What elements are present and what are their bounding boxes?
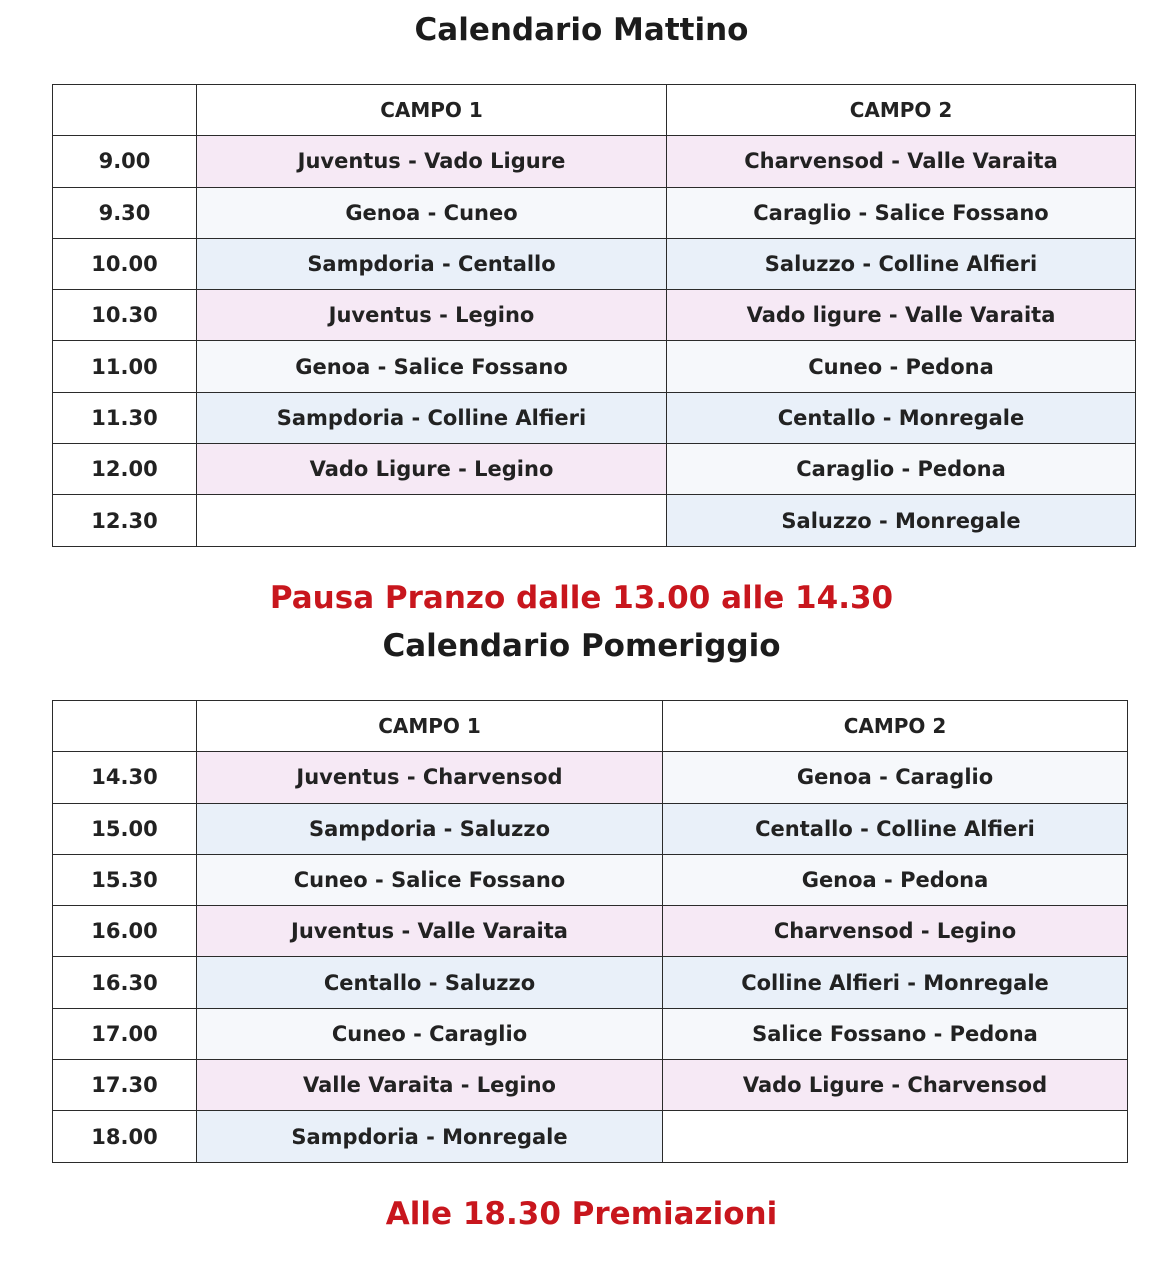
- table-row: [53, 957, 1128, 1008]
- campo2-match-cell: Charvensod - Legino: [663, 906, 1128, 957]
- campo1-match-cell: Juventus - Vado Ligure: [197, 136, 667, 187]
- time-cell: 10.30: [53, 290, 197, 341]
- campo1-match-cell: Juventus - Legino: [197, 290, 667, 341]
- header-campo2: CAMPO 2: [667, 85, 1136, 136]
- campo1-match-cell: Cuneo - Salice Fossano: [197, 854, 663, 905]
- time-cell: 9.00: [53, 136, 197, 187]
- campo1-match-cell: Sampdoria - Colline Alfieri: [197, 392, 667, 443]
- campo1-match-cell: Valle Varaita - Legino: [197, 1060, 663, 1111]
- table-row: [53, 341, 1136, 392]
- table-row: [53, 752, 1128, 803]
- time-cell: 11.30: [53, 392, 197, 443]
- afternoon-schedule-table: [52, 700, 1128, 1163]
- header-campo1: CAMPO 1: [197, 701, 663, 752]
- campo2-match-cell: Centallo - Monregale: [667, 392, 1136, 443]
- time-cell: 17.00: [53, 1008, 197, 1059]
- time-cell: 10.00: [53, 238, 197, 289]
- campo2-match-cell: Genoa - Caraglio: [663, 752, 1128, 803]
- time-cell: 12.00: [53, 444, 197, 495]
- time-cell: 11.00: [53, 341, 197, 392]
- campo2-match-cell: Caraglio - Pedona: [667, 444, 1136, 495]
- table-row: [53, 392, 1136, 443]
- campo1-match-cell: Juventus - Charvensod: [197, 752, 663, 803]
- table-row: [53, 1111, 1128, 1162]
- header-time-cell: [53, 701, 197, 752]
- table-row: [53, 1060, 1128, 1111]
- campo2-match-cell: Colline Alfieri - Monregale: [663, 957, 1128, 1008]
- table-row: [53, 906, 1128, 957]
- table-row: [53, 187, 1136, 238]
- campo1-match-cell: Sampdoria - Monregale: [197, 1111, 663, 1162]
- time-cell: 17.30: [53, 1060, 197, 1111]
- campo2-match-cell: Vado Ligure - Charvensod: [663, 1060, 1128, 1111]
- time-cell: 15.30: [53, 854, 197, 905]
- campo1-match-cell: Juventus - Valle Varaita: [197, 906, 663, 957]
- header-campo1: CAMPO 1: [197, 85, 667, 136]
- table-row: [53, 495, 1136, 546]
- time-cell: 9.30: [53, 187, 197, 238]
- table-row: [53, 444, 1136, 495]
- campo1-match-cell: Vado Ligure - Legino: [197, 444, 667, 495]
- campo2-match-cell: Centallo - Colline Alfieri: [663, 803, 1128, 854]
- campo2-match-cell: Cuneo - Pedona: [667, 341, 1136, 392]
- header-time-cell: [53, 85, 197, 136]
- campo1-match-cell: Genoa - Salice Fossano: [197, 341, 667, 392]
- campo1-match-cell: Centallo - Saluzzo: [197, 957, 663, 1008]
- table-row: [53, 290, 1136, 341]
- campo2-match-cell: Genoa - Pedona: [663, 854, 1128, 905]
- morning-title: Calendario Mattino: [414, 12, 749, 48]
- awards-note: Alle 18.30 Premiazioni: [385, 1196, 778, 1232]
- header-campo2: CAMPO 2: [663, 701, 1128, 752]
- time-cell: 12.30: [53, 495, 197, 546]
- time-cell: 15.00: [53, 803, 197, 854]
- campo2-match-cell: Charvensod - Valle Varaita: [667, 136, 1136, 187]
- campo2-match-cell: Saluzzo - Colline Alfieri: [667, 238, 1136, 289]
- table-row: [53, 854, 1128, 905]
- campo1-match-cell: [197, 495, 667, 546]
- campo1-match-cell: Cuneo - Caraglio: [197, 1008, 663, 1059]
- header-row: [53, 85, 1136, 136]
- time-cell: 16.00: [53, 906, 197, 957]
- table-row: [53, 1008, 1128, 1059]
- campo1-match-cell: Sampdoria - Centallo: [197, 238, 667, 289]
- time-cell: 16.30: [53, 957, 197, 1008]
- campo2-match-cell: [663, 1111, 1128, 1162]
- header-row: [53, 701, 1128, 752]
- time-cell: 18.00: [53, 1111, 197, 1162]
- table-row: [53, 136, 1136, 187]
- time-cell: 14.30: [53, 752, 197, 803]
- campo2-match-cell: Saluzzo - Monregale: [667, 495, 1136, 546]
- campo2-match-cell: Vado ligure - Valle Varaita: [667, 290, 1136, 341]
- campo2-match-cell: Salice Fossano - Pedona: [663, 1008, 1128, 1059]
- afternoon-title: Calendario Pomeriggio: [382, 628, 781, 664]
- campo2-match-cell: Caraglio - Salice Fossano: [667, 187, 1136, 238]
- campo1-match-cell: Sampdoria - Saluzzo: [197, 803, 663, 854]
- morning-schedule-table: [52, 84, 1136, 547]
- campo1-match-cell: Genoa - Cuneo: [197, 187, 667, 238]
- table-row: [53, 803, 1128, 854]
- lunch-break-note: Pausa Pranzo dalle 13.00 alle 14.30: [269, 580, 894, 616]
- table-row: [53, 238, 1136, 289]
